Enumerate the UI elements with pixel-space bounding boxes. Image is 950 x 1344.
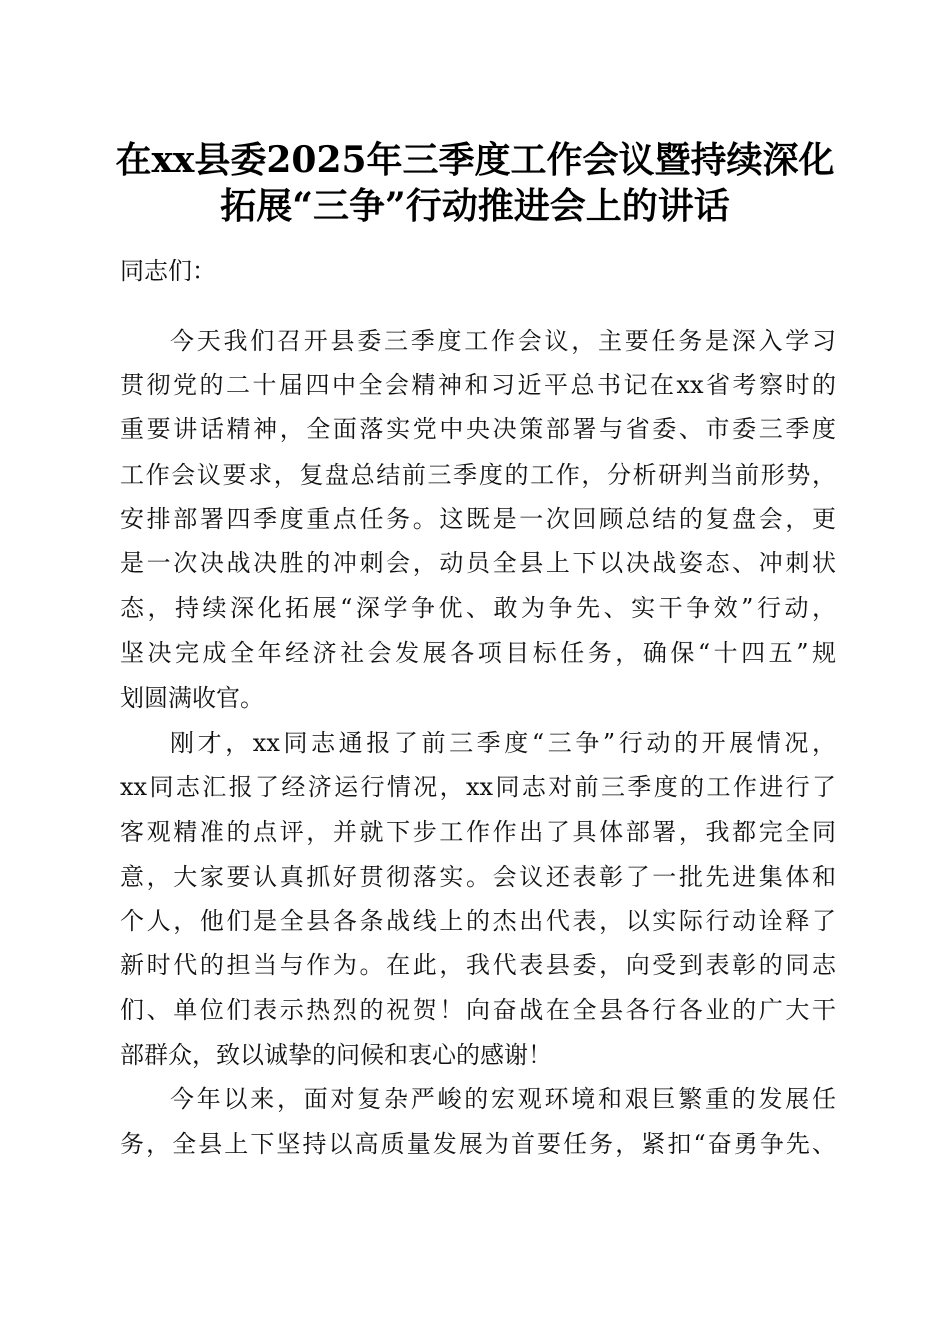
paragraph-2-line: 意，大家要认真抓好贯彻落实。会议还表彰了一批先进集体和 [120, 863, 836, 891]
paragraph-1-line: 划圆满收官。 [120, 684, 264, 712]
paragraph-2-line: 刚才，xx同志通报了前三季度“三争”行动的开展情况， [170, 729, 836, 757]
salutation: 同志们： [120, 257, 216, 285]
document-title-line-2: 拓展“三争”行动推进会上的讲话 [220, 185, 730, 227]
paragraph-1-line: 贯彻党的二十届四中全会精神和习近平总书记在xx省考察时的 [120, 371, 836, 399]
paragraph-1-line: 是一次决战决胜的冲刺会，动员全县上下以决战姿态、冲刺状 [120, 549, 836, 577]
paragraph-2-line: 部群众，致以诚挚的问候和衷心的感谢！ [120, 1041, 552, 1069]
paragraph-1-line: 工作会议要求，复盘总结前三季度的工作，分析研判当前形势， [120, 461, 836, 489]
paragraph-2-line: 客观精准的点评，并就下步工作作出了具体部署，我都完全同 [120, 818, 836, 846]
paragraph-2-line: 新时代的担当与作为。在此，我代表县委，向受到表彰的同志 [120, 951, 836, 979]
paragraph-1-line: 坚决完成全年经济社会发展各项目标任务，确保“十四五”规 [120, 639, 836, 667]
paragraph-2-line: 们、单位们表示热烈的祝贺！向奋战在全县各行各业的广大干 [120, 996, 836, 1024]
paragraph-1-line: 重要讲话精神，全面落实党中央决策部署与省委、市委三季度 [120, 415, 836, 443]
document-title-line-1: 在xx县委2025年三季度工作会议暨持续深化 [115, 139, 835, 181]
paragraph-3-line: 务，全县上下坚持以高质量发展为首要任务，紧扣“奋勇争先、 [120, 1130, 836, 1158]
paragraph-2-line: 个人，他们是全县各条战线上的杰出代表，以实际行动诠释了 [120, 907, 836, 935]
paragraph-2-line: xx同志汇报了经济运行情况，xx同志对前三季度的工作进行了 [120, 773, 836, 801]
paragraph-1-line: 今天我们召开县委三季度工作会议，主要任务是深入学习 [170, 327, 836, 355]
paragraph-3-line: 今年以来，面对复杂严峻的宏观环境和艰巨繁重的发展任 [170, 1085, 836, 1113]
paragraph-1-line: 安排部署四季度重点任务。这既是一次回顾总结的复盘会，更 [120, 505, 836, 533]
paragraph-1-line: 态，持续深化拓展“深学争优、敢为争先、实干争效”行动， [120, 594, 836, 622]
